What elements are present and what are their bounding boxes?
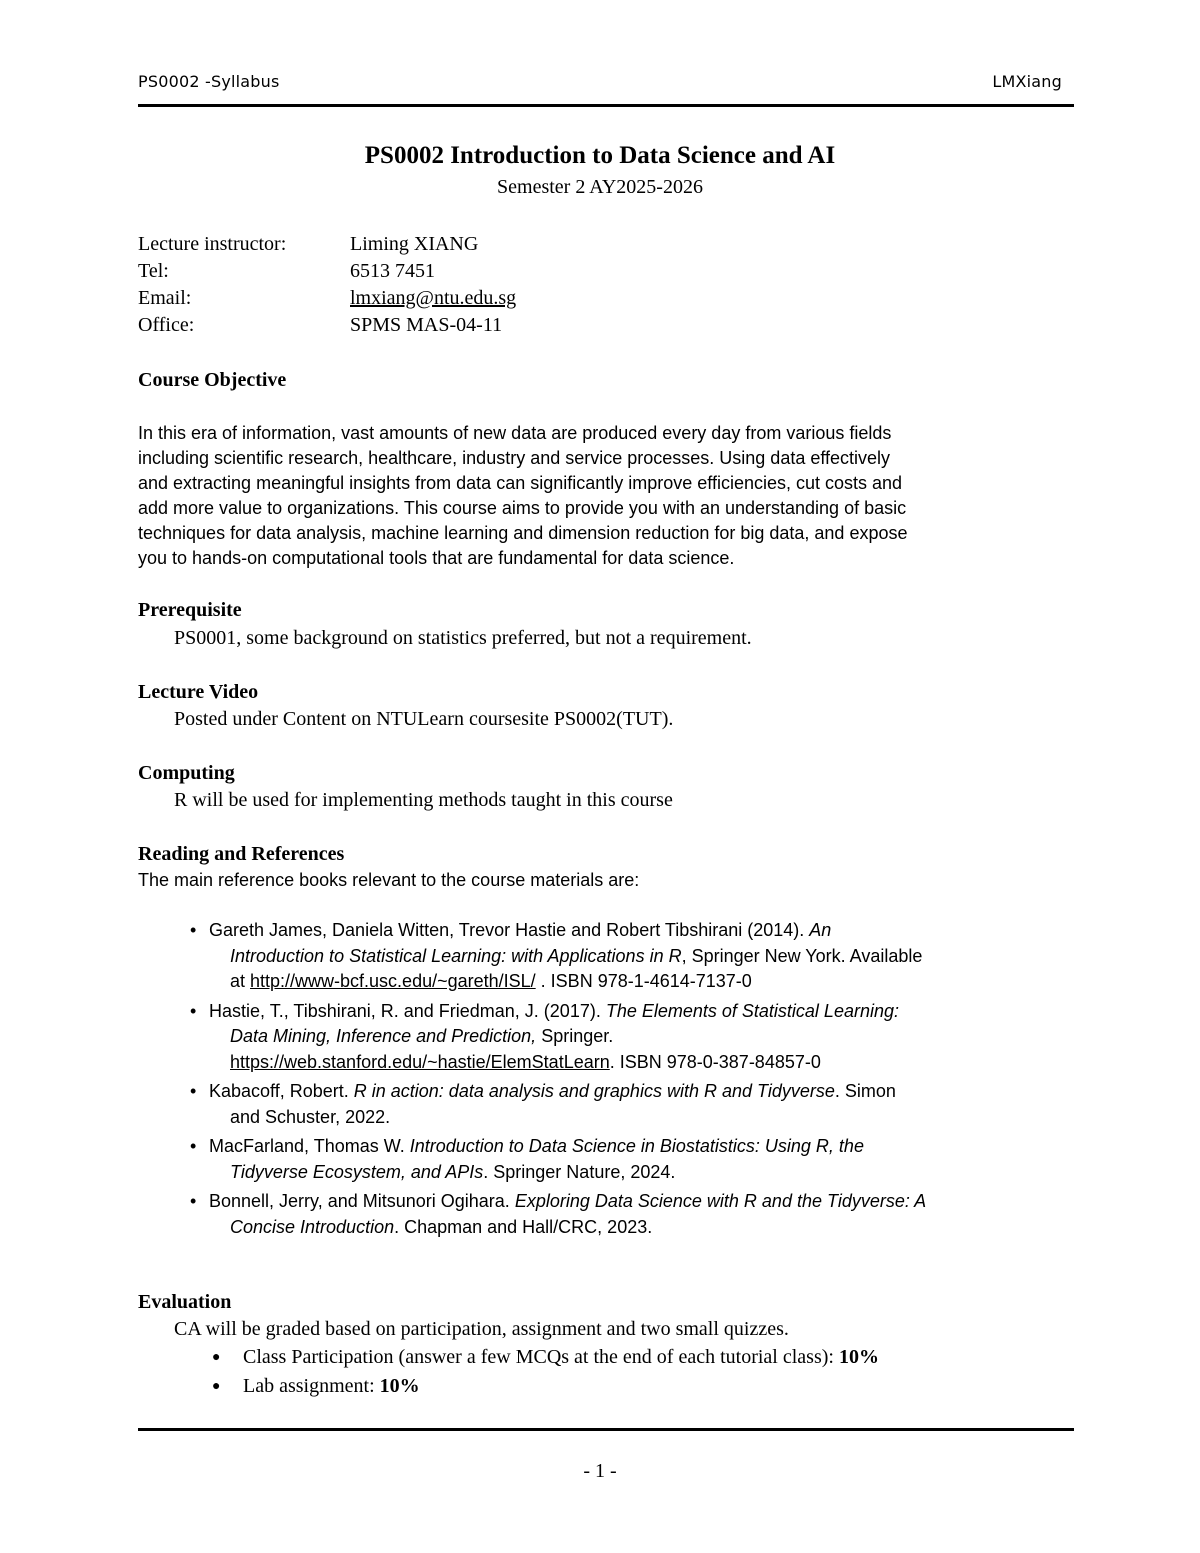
ref-text: MacFarland, Thomas W. (209, 1136, 410, 1156)
ref-text: . ISBN 978-0-387-84857-0 (609, 1051, 821, 1072)
ref-line (209, 1050, 1080, 1076)
section-heading-video: Lecture Video (138, 681, 259, 703)
reference-item (190, 999, 1080, 1076)
page-number: - 1 - (583, 1460, 617, 1482)
ref-line (209, 1134, 1080, 1160)
contact-value: 6513 7451 (350, 260, 435, 282)
bullet-icon: ● (212, 1379, 221, 1394)
section-heading-prerequisite: Prerequisite (138, 599, 242, 621)
ref-line (209, 1024, 1080, 1050)
ref-text: . Springer Nature, 2024. (483, 1161, 676, 1182)
contact-value: Liming XIANG (350, 233, 479, 255)
ref-text: at (230, 971, 251, 991)
evaluation-item-text (243, 1375, 420, 1398)
header-course-code: PS0002 -Syllabus (138, 72, 280, 91)
ref-line (209, 1105, 1080, 1131)
reference-list (190, 918, 1080, 1244)
document-title: PS0002 Introduction to Data Science and AI (364, 142, 836, 169)
evaluation-intro: CA will be graded based on participation, assignment and two small quizzes. (174, 1318, 789, 1340)
reference-item (190, 1134, 1080, 1185)
document-subtitle: Semester 2 AY2025-2026 (497, 176, 703, 198)
objective-line: and extracting meaningful insights from data can significantly improve efficiencies, cut costs and (138, 473, 903, 493)
ref-title: Introduction to Statistical Learning: with Applications in R (230, 945, 682, 966)
ref-title: Data Mining, Inference and Prediction, (230, 1026, 537, 1046)
video-text: Posted under Content on NTULearn coursesite PS0002(TUT). (174, 708, 674, 730)
bullet-icon: • (190, 920, 197, 940)
evaluation-label: Lab assignment: (243, 1375, 380, 1397)
bullet-icon: • (190, 1136, 197, 1156)
objective-line: techniques for data analysis, machine learning and dimension reduction for big data, and expose (138, 523, 908, 543)
contact-label: Email: (138, 287, 192, 309)
ref-line (209, 1160, 1080, 1186)
contact-label: Tel: (138, 260, 169, 282)
ref-text: Hastie, T., Tibshirani, R. and Friedman, J. (2017). (209, 1000, 606, 1021)
ref-text: Springer. (536, 1026, 614, 1046)
section-heading-reading: Reading and References (138, 843, 345, 865)
objective-line: In this era of information, vast amounts of new data are produced every day from various fields (138, 423, 892, 443)
email-link[interactable]: lmxiang@ntu.edu.sg (350, 287, 517, 309)
ref-title: Exploring Data Science with R and the Tidyverse: A (514, 1191, 927, 1211)
ref-title: R in action: data analysis and graphics with R and Tidyverse (353, 1081, 835, 1101)
ref-line (209, 969, 1080, 995)
prerequisite-text: PS0001, some background on statistics preferred, but not a requirement. (174, 627, 752, 649)
objective-paragraph (138, 421, 1078, 571)
ref-title: Concise Introduction (230, 1216, 395, 1237)
contact-label: Lecture instructor: (138, 233, 287, 255)
evaluation-item-text (243, 1346, 879, 1369)
objective-line: you to hands-on computational tools that are fundamental for data science. (138, 548, 735, 568)
ref-title: Tidyverse Ecosystem, and APIs (230, 1161, 484, 1182)
header-author: LMXiang (992, 72, 1062, 91)
reference-item (190, 1189, 1080, 1240)
contact-label: Office: (138, 314, 195, 336)
ref-text: Kabacoff, Robert. (209, 1081, 354, 1101)
bullet-icon: • (190, 1191, 197, 1211)
ref-line (209, 1079, 1080, 1105)
evaluation-label: Class Participation (answer a few MCQs at the end of each tutorial class): (243, 1346, 839, 1368)
ref-text: Bonnell, Jerry, and Mitsunori Ogihara. (209, 1191, 515, 1211)
bullet-icon: • (190, 1081, 197, 1101)
reference-item (190, 918, 1080, 995)
section-heading-computing: Computing (138, 762, 235, 784)
reference-link[interactable]: https://web.stanford.edu/~hastie/ElemStatLearn (230, 1051, 610, 1072)
ref-line (209, 944, 1080, 970)
section-heading-objective: Course Objective (138, 369, 287, 391)
ref-title: An (809, 920, 832, 940)
reading-intro: The main reference books relevant to the course materials are: (138, 870, 640, 890)
computing-text: R will be used for implementing methods taught in this course (174, 789, 673, 811)
ref-text: . Simon (834, 1081, 896, 1101)
bullet-icon: ● (212, 1350, 221, 1365)
evaluation-weight: 10% (838, 1346, 879, 1368)
ref-text: . ISBN 978-1-4614-7137-0 (535, 971, 752, 991)
reference-item (190, 1079, 1080, 1130)
ref-line (209, 999, 1080, 1025)
ref-text: and Schuster, 2022. (230, 1106, 391, 1127)
ref-line (209, 1189, 1080, 1215)
header-rule (138, 104, 1074, 107)
section-heading-evaluation: Evaluation (138, 1291, 232, 1313)
ref-text: . Chapman and Hall/CRC, 2023. (394, 1216, 653, 1237)
contact-value: SPMS MAS-04-11 (350, 314, 503, 336)
ref-line (209, 1215, 1080, 1241)
ref-title: Introduction to Data Science in Biostatistics: Using R, the (409, 1136, 864, 1156)
evaluation-weight: 10% (379, 1375, 420, 1397)
ref-line (209, 918, 1080, 944)
reference-link[interactable]: http://www-bcf.usc.edu/~gareth/ISL/ (250, 971, 536, 991)
ref-title: The Elements of Statistical Learning: (605, 1000, 899, 1021)
bullet-icon: • (190, 1000, 197, 1021)
objective-line: including scientific research, healthcare, industry and service processes. Using data effectively (138, 448, 891, 468)
ref-text: Gareth James, Daniela Witten, Trevor Hastie and Robert Tibshirani (2014). (209, 920, 810, 940)
footer-rule (138, 1428, 1074, 1431)
objective-line: add more value to organizations. This course aims to provide you with an understanding of basic (138, 498, 907, 518)
ref-text: , Springer New York. Available (681, 945, 923, 966)
